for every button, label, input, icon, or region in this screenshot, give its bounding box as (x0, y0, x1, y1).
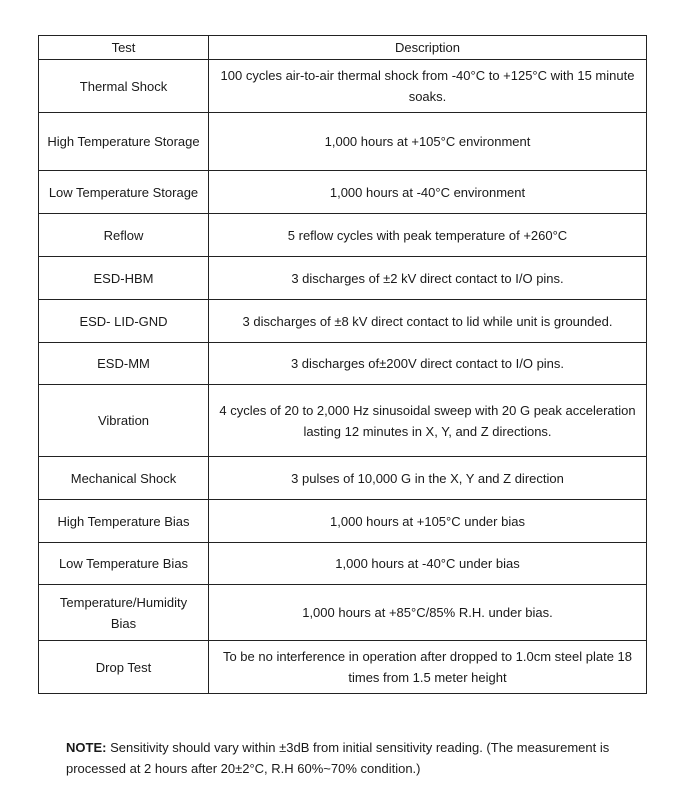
test-description-cell: 3 discharges of ±8 kV direct contact to lid while unit is grounded. (209, 300, 647, 343)
test-name-cell: Temperature/Humidity Bias (39, 585, 209, 641)
table-row (39, 385, 647, 457)
header-test: Test (39, 36, 209, 60)
test-description-cell: 1,000 hours at +85°C/85% R.H. under bias. (209, 585, 647, 641)
table-row (39, 500, 647, 543)
table-row (39, 641, 647, 694)
table-row (39, 343, 647, 385)
test-description-cell: 3 pulses of 10,000 G in the X, Y and Z direction (209, 457, 647, 500)
test-description-cell: 1,000 hours at +105°C environment (209, 113, 647, 171)
table-row (39, 457, 647, 500)
test-description-cell: 100 cycles air-to-air thermal shock from -40°C to +125°C with 15 minute soaks. (209, 60, 647, 113)
test-name-cell: Thermal Shock (39, 60, 209, 113)
test-name-cell: Mechanical Shock (39, 457, 209, 500)
test-name-cell: Vibration (39, 385, 209, 457)
test-name-cell: Low Temperature Bias (39, 543, 209, 585)
test-description-cell: To be no interference in operation after dropped to 1.0cm steel plate 18 times from 1.5 meter height (209, 641, 647, 694)
table-row (39, 214, 647, 257)
note-label: NOTE: (66, 740, 107, 755)
test-name-cell: High Temperature Storage (39, 113, 209, 171)
test-description-cell: 3 discharges of ±2 kV direct contact to I/O pins. (209, 257, 647, 300)
test-name-cell: Low Temperature Storage (39, 171, 209, 214)
test-name-cell: ESD-MM (39, 343, 209, 385)
reliability-test-table (38, 35, 647, 694)
header-description: Description (209, 36, 647, 60)
table-row (39, 300, 647, 343)
test-name-cell: Drop Test (39, 641, 209, 694)
sensitivity-note (66, 737, 636, 779)
note-text: Sensitivity should vary within ±3dB from initial sensitivity reading. (The measurement is processed at 2 hours after 20±2°C, R.H 60%~70% condition.) (66, 740, 610, 776)
table-header-row (39, 36, 647, 60)
table-row (39, 543, 647, 585)
table-row (39, 113, 647, 171)
table-row (39, 585, 647, 641)
test-name-cell: ESD- LID-GND (39, 300, 209, 343)
table-row (39, 257, 647, 300)
test-name-cell: ESD-HBM (39, 257, 209, 300)
test-description-cell: 4 cycles of 20 to 2,000 Hz sinusoidal sweep with 20 G peak acceleration lasting 12 minutes in X, Y, and Z directions. (209, 385, 647, 457)
test-name-cell: Reflow (39, 214, 209, 257)
test-description-cell: 1,000 hours at -40°C environment (209, 171, 647, 214)
table-row (39, 171, 647, 214)
test-name-cell: High Temperature Bias (39, 500, 209, 543)
test-description-cell: 5 reflow cycles with peak temperature of +260°C (209, 214, 647, 257)
test-description-cell: 3 discharges of±200V direct contact to I/O pins. (209, 343, 647, 385)
test-description-cell: 1,000 hours at -40°C under bias (209, 543, 647, 585)
test-description-cell: 1,000 hours at +105°C under bias (209, 500, 647, 543)
table-row (39, 60, 647, 113)
